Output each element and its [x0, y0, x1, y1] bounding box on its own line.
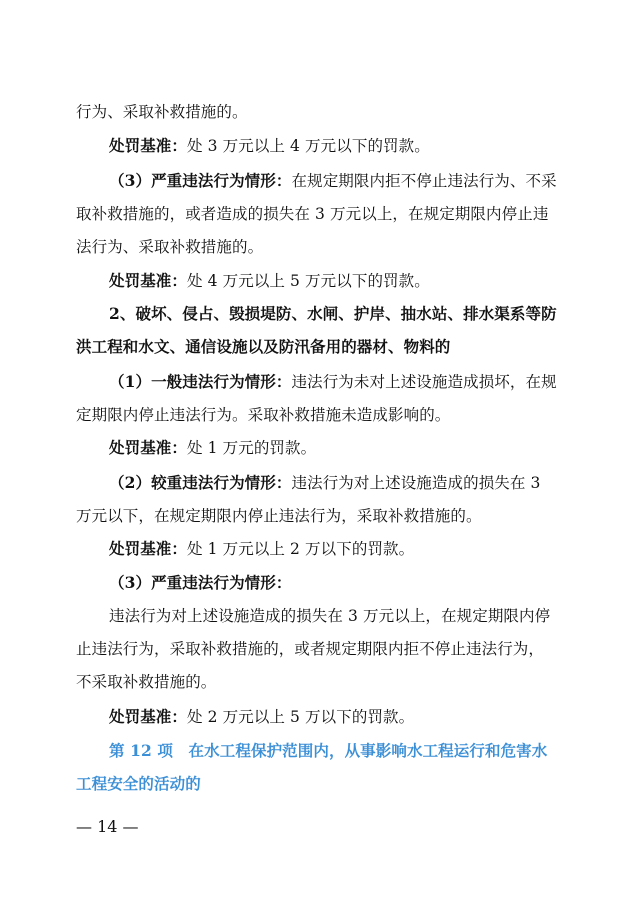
severity-label: （2）较重违法行为情形： — [109, 473, 292, 492]
penalty-label: 处罚基准： — [109, 539, 188, 558]
text-segment: 万元以下，在规定期限内停止违法行为，采取补救措施的。 — [76, 507, 482, 525]
penalty-text: 处 4 万元以上 5 万元以下的罚款。 — [187, 272, 430, 290]
penalty-text: 处 3 万元以上 4 万元以下的罚款。 — [187, 137, 430, 155]
section-heading-line — [76, 336, 450, 358]
text-segment: 不采取补救措施的。 — [76, 673, 217, 691]
paragraph-line — [76, 203, 548, 225]
text-segment: 取补救措施的，或者造成的损失在 3 万元以上，在规定期限内停止违 — [76, 205, 549, 223]
severity-heading-line — [109, 170, 557, 192]
text-segment: 法行为、采取补救措施的。 — [76, 238, 264, 256]
paragraph-line — [76, 505, 482, 527]
section-heading-text: 洪工程和水文、通信设施以及防汛备用的器材、物料的 — [76, 337, 451, 356]
penalty-label: 处罚基准： — [109, 271, 188, 290]
penalty-label: 处罚基准： — [109, 438, 188, 457]
severity-text: 违法行为对上述设施造成的损失在 3 — [291, 474, 541, 492]
page-number: — 14 — — [76, 817, 139, 836]
penalty-text: 处 1 万元以上 2 万以下的罚款。 — [187, 540, 415, 558]
penalty-standard-line — [109, 135, 430, 157]
text-segment: 违法行为对上述设施造成的损失在 3 万元以上，在规定期限内停 — [109, 607, 551, 625]
severity-label: （3）严重违法行为情形： — [109, 573, 292, 592]
penalty-standard-line — [109, 270, 430, 292]
penalty-standard-line — [109, 538, 414, 560]
severity-label: （3）严重违法行为情形： — [109, 171, 292, 190]
paragraph-line — [76, 638, 544, 660]
penalty-standard-line — [109, 437, 316, 459]
penalty-standard-line — [109, 706, 414, 728]
text-segment: 行为、采取补救措施的。 — [76, 103, 248, 121]
item-heading-line — [109, 740, 547, 762]
penalty-label: 处罚基准： — [109, 136, 188, 155]
item-heading-text: 第 12 项 在水工程保护范围内，从事影响水工程运行和危害水 — [109, 741, 548, 760]
severity-heading-line — [109, 472, 541, 494]
section-heading-line — [109, 303, 557, 325]
paragraph-line — [76, 404, 450, 426]
paragraph-line — [76, 101, 248, 123]
text-segment: 止违法行为，采取补救措施的，或者规定期限内拒不停止违法行为， — [76, 640, 545, 658]
severity-heading-line — [109, 371, 557, 393]
severity-heading-line — [109, 572, 292, 594]
section-heading-text: 2、破坏、侵占、毁损堤防、水闸、护岸、抽水站、排水渠系等防 — [109, 304, 557, 323]
item-heading-text: 工程安全的活动的 — [76, 774, 201, 793]
paragraph-line — [109, 605, 550, 627]
severity-text: 在规定期限内拒不停止违法行为、不采 — [291, 172, 557, 190]
penalty-label: 处罚基准： — [109, 707, 188, 726]
severity-label: （1）一般违法行为情形： — [109, 372, 292, 391]
paragraph-line — [76, 671, 216, 693]
severity-text: 违法行为未对上述设施造成损坏，在规 — [291, 373, 557, 391]
item-heading-line — [76, 773, 201, 795]
penalty-text: 处 2 万元以上 5 万以下的罚款。 — [187, 708, 415, 726]
penalty-text: 处 1 万元的罚款。 — [187, 439, 317, 457]
paragraph-line — [76, 236, 263, 258]
text-segment: 定期限内停止违法行为。采取补救措施未造成影响的。 — [76, 406, 451, 424]
